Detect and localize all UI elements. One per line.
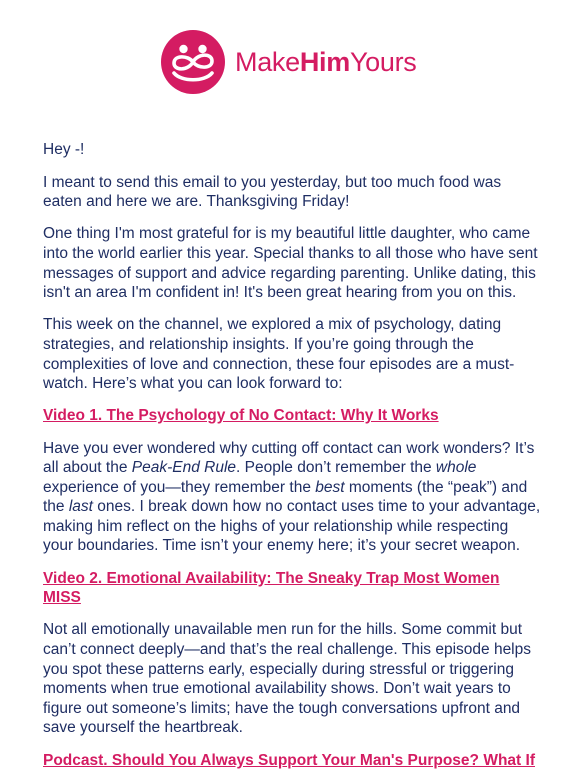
podcast-link[interactable]: Podcast. Should You Always Support Your Man's Purpose? What If — [43, 751, 535, 769]
daughter-paragraph: One thing I'm most grateful for is my beautiful little daughter, who came into the world earlier this year. Special thanks to all those who have sent messages of support and advice regarding parenting. Unlike dating, this isn't an area I'm confident in! It's been great hearing from you on this. — [43, 225, 538, 302]
video-1-link[interactable]: Video 1. The Psychology of No Contact: Why It Works — [43, 407, 439, 425]
brand-wordmark: MakeHimYours — [235, 47, 417, 77]
email-body — [43, 140, 541, 774]
email-header — [0, 0, 580, 100]
video-1-description: Have you ever wondered why cutting off contact can work wonders? It’s all about the Peak-End Rule. People don’t remember the whole experience of you—they remember the best moments (the “peak”) and the last ones. I break down how no contact uses time to your advantage, making him reflect on the highs of your relationship while respecting your boundaries. Time isn’t your enemy here; it’s your secret weapon. — [43, 439, 541, 555]
intro-paragraph: I meant to send this email to you yesterday, but too much food was eaten and here we are. Thanksgiving Friday! — [43, 173, 502, 211]
greeting: Hey -! — [43, 141, 85, 158]
video-2-description: Not all emotionally unavailable men run for the hills. Some commit but can’t connect deeply—and that’s the real challenge. This episode helps you spot these patterns early, especially during stressful or triggering moments when true emotional availability shows. Don’t wait years to figure out someone’s limits; have the tough conversations upfront and save yourself the heartbreak. — [43, 621, 532, 737]
heart-infinity-icon — [161, 30, 225, 94]
channel-paragraph: This week on the channel, we explored a mix of psychology, dating strategies, and relationship insights. If you’re going through the complexities of love and connection, these four episodes are a must-watch. Here’s what you can look forward to: — [43, 316, 515, 393]
video-2-link[interactable]: Video 2. Emotional Availability: The Sneaky Trap Most Women MISS — [43, 569, 500, 607]
